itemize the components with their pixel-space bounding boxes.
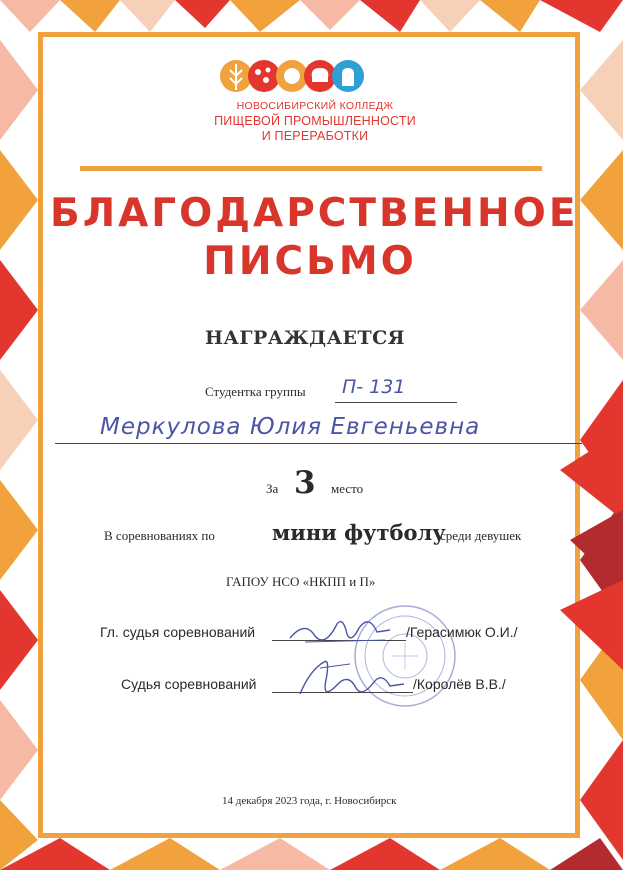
college-name-line2: ПИЩЕВОЙ ПРОМЫШЛЕННОСТИ <box>214 114 416 128</box>
college-name-line1: НОВОСИБИРСКИЙ КОЛЛЕДЖ <box>236 100 394 112</box>
decorative-right-triangles <box>560 430 623 690</box>
awarded-heading: НАГРАЖДАЕТСЯ <box>204 327 406 349</box>
place-suffix: место <box>331 481 364 496</box>
judge-name: /Королёв В.В./ <box>413 676 506 692</box>
group-value: П- 131 <box>342 376 406 398</box>
organization-name: ГАПОУ НСО «НКПП и П» <box>226 574 376 589</box>
judge-signature <box>290 650 410 708</box>
place-number: 3 <box>294 465 316 501</box>
group-label: Студентка группы <box>205 384 306 399</box>
college-name <box>170 99 460 144</box>
chief-judge-name: /Герасимюк О.И./ <box>406 624 518 640</box>
competition-suffix: среди девушек <box>440 528 522 543</box>
chief-judge-signature <box>285 610 395 650</box>
title-line2: ПИСЬМО <box>203 239 417 284</box>
student-name: Меркулова Юлия Евгеньевна <box>100 414 481 440</box>
name-underline <box>55 443 582 444</box>
college-name-line3: И ПЕРЕРАБОТКИ <box>261 129 369 143</box>
competition-sport: мини футболу <box>272 520 446 545</box>
title-divider <box>80 166 542 171</box>
group-underline <box>335 402 457 403</box>
judge-label: Судья соревнований <box>121 676 257 692</box>
place-prefix: За <box>266 481 279 496</box>
chief-judge-label: Гл. судья соревнований <box>100 624 256 640</box>
title-line1: БЛАГОДАРСТВЕННОЕ <box>50 191 579 236</box>
competition-prefix: В соревнованиях по <box>104 528 215 543</box>
date-place-footer: 14 декабря 2023 года, г. Новосибирск <box>222 795 397 807</box>
